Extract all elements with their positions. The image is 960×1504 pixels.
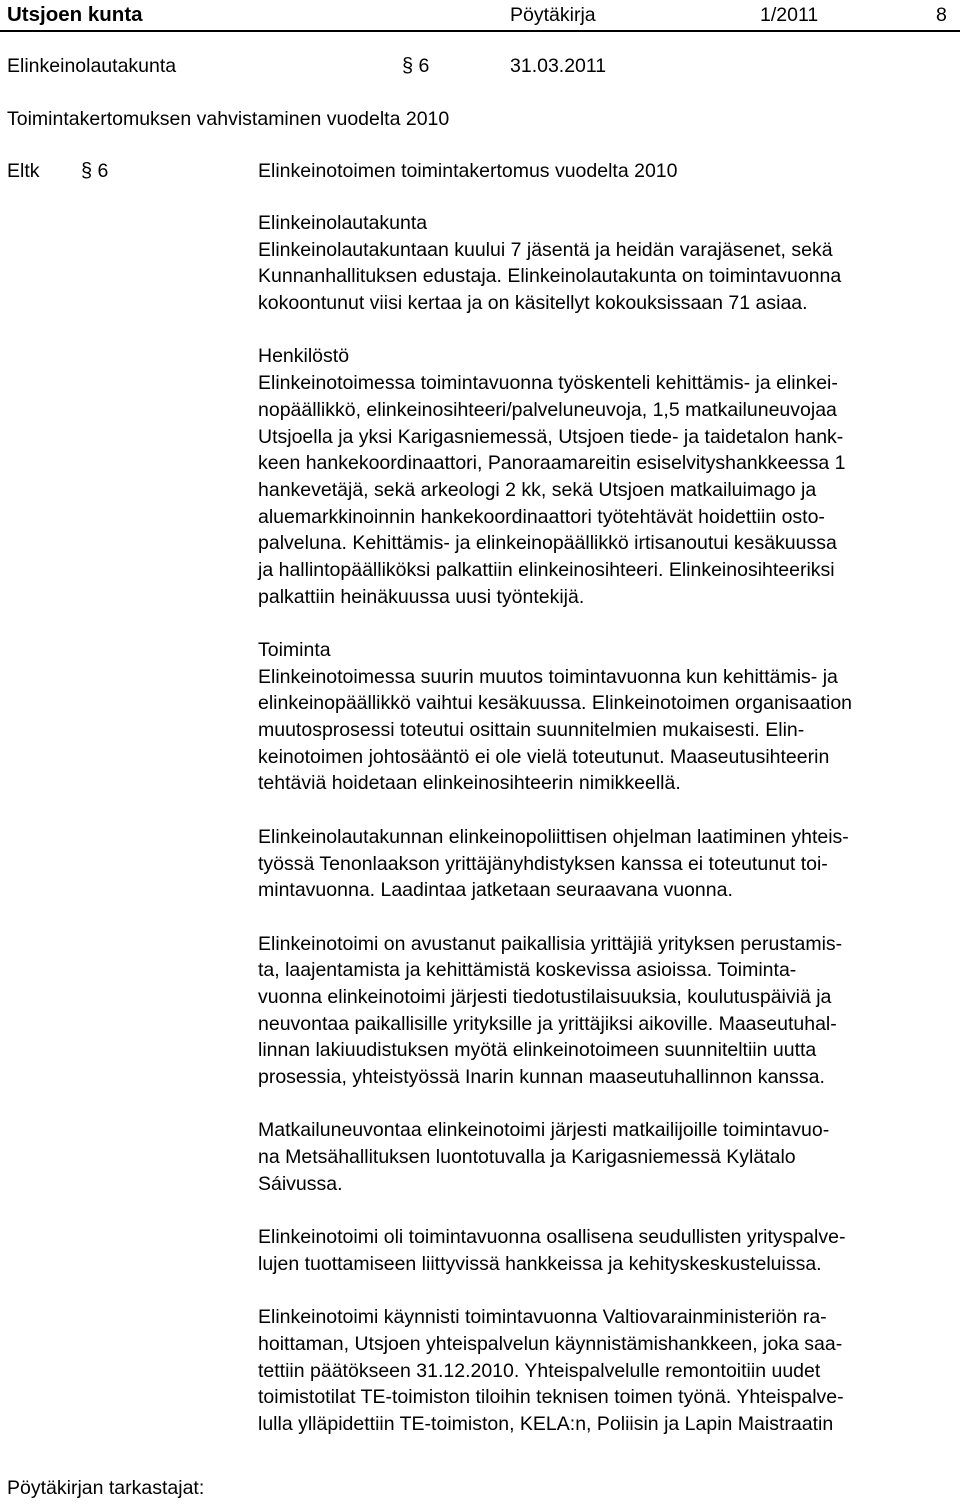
paragraph-heading: Elinkeinolautakunta (258, 212, 428, 234)
text-line: nopäällikkö, elinkeinosihteeri/palveluneuvoja, 1,5 matkailuneuvojaa (258, 398, 837, 421)
page-number: 8 (936, 4, 947, 26)
document-title: Toimintakertomuksen vahvistaminen vuodelta 2010 (7, 108, 450, 130)
text-line: tettiin päätökseen 31.12.2010. Yhteispalvelulle remontoitiin uudet (258, 1359, 821, 1382)
text-line: Elinkeinolautakuntaan kuului 7 jäsentä ja heidän varajäsenet, sekä (258, 238, 833, 261)
document-number: 1/2011 (760, 4, 819, 26)
text-line: palveluna. Kehittämis- ja elinkeinopäällikkö irtisanoutui kesäkuussa (258, 532, 837, 555)
text-line: tehtäviä hoidetaan elinkeinosihteerin nimikkeellä. (258, 772, 681, 795)
text-line: Kunnanhallituksen edustaja. Elinkeinolautakunta on toimintavuonna (258, 265, 842, 288)
header-section (402, 53, 429, 80)
text-line: ja hallintopäälliköksi palkattiin elinkeinosihteeri. Elinkeinosihteeriksi (258, 558, 835, 581)
text-line: Elinkeinotoimi käynnisti toimintavuonna Valtiovarainministeriön ra- (258, 1306, 827, 1329)
text-line: Elinkeinolautakunnan elinkeinopoliittisen ohjelman laatiminen yhteis- (258, 825, 849, 848)
item-section-sign: § (81, 160, 93, 182)
text-line: mintavuonna. Laadintaa jatketaan seuraavana vuonna. (258, 879, 733, 902)
text-line: Utsjoella ja yksi Karigasniemessä, Utsjoen tiede- ja taidetalon hank- (258, 425, 844, 448)
paragraph-tourism (258, 1117, 958, 1197)
item-section (81, 158, 108, 185)
text-line: palkattiin heinäkuussa uusi työntekijä. (258, 585, 585, 608)
text-line: muutosprosessi toteutui osittain suunnitelmien mukaisesti. Elin- (258, 719, 805, 742)
text-line: hankevetäjä, sekä arkeologi 2 kk, sekä Utsjoen matkailuimago ja (258, 478, 817, 501)
paragraph-regional (258, 1224, 958, 1277)
item-title: Elinkeinotoimen toimintakertomus vuodelta 2010 (258, 160, 678, 182)
text-line: Sáivussa. (258, 1172, 343, 1195)
text-line: Matkailuneuvontaa elinkeinotoimi järjesti matkailijoille toimintavuo- (258, 1119, 830, 1142)
text-line: työssä Tenonlaakson yrittäjänyhdistyksen kanssa ei toteutunut toi- (258, 852, 828, 875)
text-line: Elinkeinotoimi on avustanut paikallisia yrittäjiä yrityksen perustamis- (258, 932, 843, 955)
header-divider (0, 30, 960, 32)
text-line: lujen tuottamiseen liittyvissä hankkeissa ja kehityskeskusteluissa. (258, 1252, 822, 1275)
text-line: hoittaman, Utsjoen yhteispalvelun käynnistämishankkeen, joka saa- (258, 1332, 843, 1355)
paragraph-service-point (258, 1304, 958, 1437)
text-line: keen hankekoordinaattori, Panoraamareitin esiselvityshankkeessa 1 (258, 452, 846, 475)
paragraph-committee (258, 210, 958, 317)
text-line: toimistotilat TE-toimiston tiloihin teknisen toimen työnä. Yhteispalve- (258, 1386, 844, 1409)
committee-name: Elinkeinolautakunta (7, 55, 177, 77)
text-line: prosessia, yhteistyössä Inarin kunnan maaseutuhallinnon kanssa. (258, 1066, 825, 1088)
text-line: na Metsähallituksen luontotuvalla ja Karigasniemessä Kylätalo (258, 1146, 796, 1169)
paragraph-heading: Toiminta (258, 639, 331, 661)
text-line: Elinkeinotoimessa suurin muutos toimintavuonna kun kehittämis- ja (258, 665, 838, 688)
paragraph-policy (258, 824, 958, 904)
text-line: lulla ylläpidettiin TE-toimiston, KELA:n, Poliisin ja Lapin Maistraatin (258, 1412, 834, 1435)
body-text (258, 210, 958, 1438)
text-line: Elinkeinotoimessa toimintavuonna työskenteli kehittämis- ja elinkei- (258, 372, 838, 395)
section-number: 6 (418, 55, 430, 77)
text-line: ta, laajentamista ja kehittämistä koskevissa asioissa. Toiminta- (258, 959, 797, 982)
text-line: kokoontunut viisi kertaa ja on käsitellyt kokouksissaan 71 asiaa. (258, 292, 808, 315)
section-sign: § (402, 55, 414, 77)
text-line: vuonna elinkeinotoimi järjesti tiedotustilaisuuksia, koulutuspäiviä ja (258, 985, 832, 1008)
item-number: 6 (97, 160, 109, 182)
paragraph-heading: Henkilöstö (258, 345, 350, 368)
text-line: linnan lakiuudistuksen myötä elinkeinotoimeen suunniteltiin uutta (258, 1039, 817, 1062)
paragraph-support (258, 931, 958, 1091)
text-line: Elinkeinotoimi oli toimintavuonna osallisena seudullisten yrityspalve- (258, 1226, 846, 1249)
text-line: aluemarkkinoinnin hankekoordinaattori työtehtävät hoidettiin osto- (258, 505, 825, 528)
meeting-date: 31.03.2011 (510, 55, 607, 77)
text-line: elinkeinopäällikkö vaihtui kesäkuussa. Elinkeinotoimen organisaation (258, 692, 853, 715)
footer-reviewers-label: Pöytäkirjan tarkastajat: (7, 1477, 205, 1499)
text-line: neuvontaa paikallisille yrityksille ja yrittäjiksi aikoville. Maaseutuhal- (258, 1012, 837, 1035)
item-label: Eltk (7, 160, 40, 182)
paragraph-staff (258, 343, 958, 610)
text-line: keinotoimen johtosääntö ei ole vielä toteutunut. Maaseutusihteerin (258, 745, 830, 768)
paragraph-operations (258, 637, 958, 797)
document-type: Pöytäkirja (510, 4, 596, 26)
municipality-name: Utsjoen kunta (7, 3, 143, 26)
